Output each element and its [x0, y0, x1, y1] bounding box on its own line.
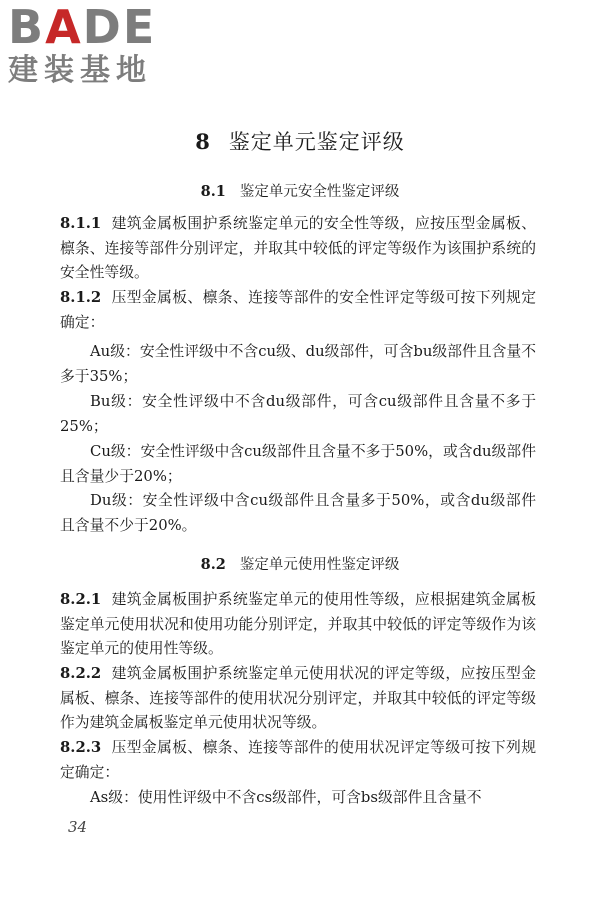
clause-8-2-2: 8.2.2 建筑金属板围护系统鉴定单元使用状况的评定等级，应按压型金属板、檩条、连接等部件的使用状况分别评定，并取其中较低的评定等级作为建筑金属板鉴定单元使用状况等级。 — [60, 665, 536, 731]
section-title-8-2: 8.2 鉴定单元使用性鉴定评级 — [200, 556, 400, 573]
grade-as-item: As级：使用性评级中不含cs级部件，可含bs级部件且含量不 — [90, 789, 482, 806]
chapter-heading: 鉴定单元鉴定评级 — [228, 130, 405, 154]
grade-au-item: Au级：安全性评级中不含cu级、du级部件，可含bu级部件且含量不多于35%； — [60, 343, 536, 385]
watermark-chinese-text: 建装基地 — [8, 53, 152, 88]
grade-bu-item: Bu级：安全性评级中不含du级部件，可含cu级部件且含量不多于25%； — [60, 393, 536, 435]
clause-8-1-1: 8.1.1 建筑金属板围护系统鉴定单元的安全性等级，应按压型金属板、檩条、连接等部件分别评定，并取其中较低的评定等级作为该围护系统的安全性等级。 — [60, 215, 536, 281]
watermark-latin-text: BADE — [8, 0, 157, 54]
section-title-8-1: 8.1 鉴定单元安全性鉴定评级 — [200, 183, 400, 200]
clause-8-2-1: 8.2.1 建筑金属板围护系统鉴定单元的使用性等级，应根据建筑金属板鉴定单元使用状况和使用功能分别评定，并取其中较低的评定等级作为该鉴定单元的使用性等级。 — [60, 591, 536, 657]
grade-du-item: Du级：安全性评级中含cu级部件且含量多于50%，或含du级部件且含量不少于20%。 — [60, 492, 536, 534]
grade-cu-item: Cu级：安全性评级中含cu级部件且含量不多于50%，或含du级部件且含量少于20%； — [60, 443, 536, 485]
clause-8-2-3: 8.2.3 压型金属板、檩条、连接等部件的使用状况评定等级可按下列规定确定： — [60, 739, 536, 781]
chapter-title — [0, 126, 600, 156]
bade-watermark-logo — [8, 2, 180, 88]
chapter-number: 8 — [195, 129, 211, 154]
page-number: 34 — [68, 818, 88, 836]
clause-8-1-2: 8.1.2 压型金属板、檩条、连接等部件的安全性评定等级可按下列规定确定： — [60, 289, 536, 331]
